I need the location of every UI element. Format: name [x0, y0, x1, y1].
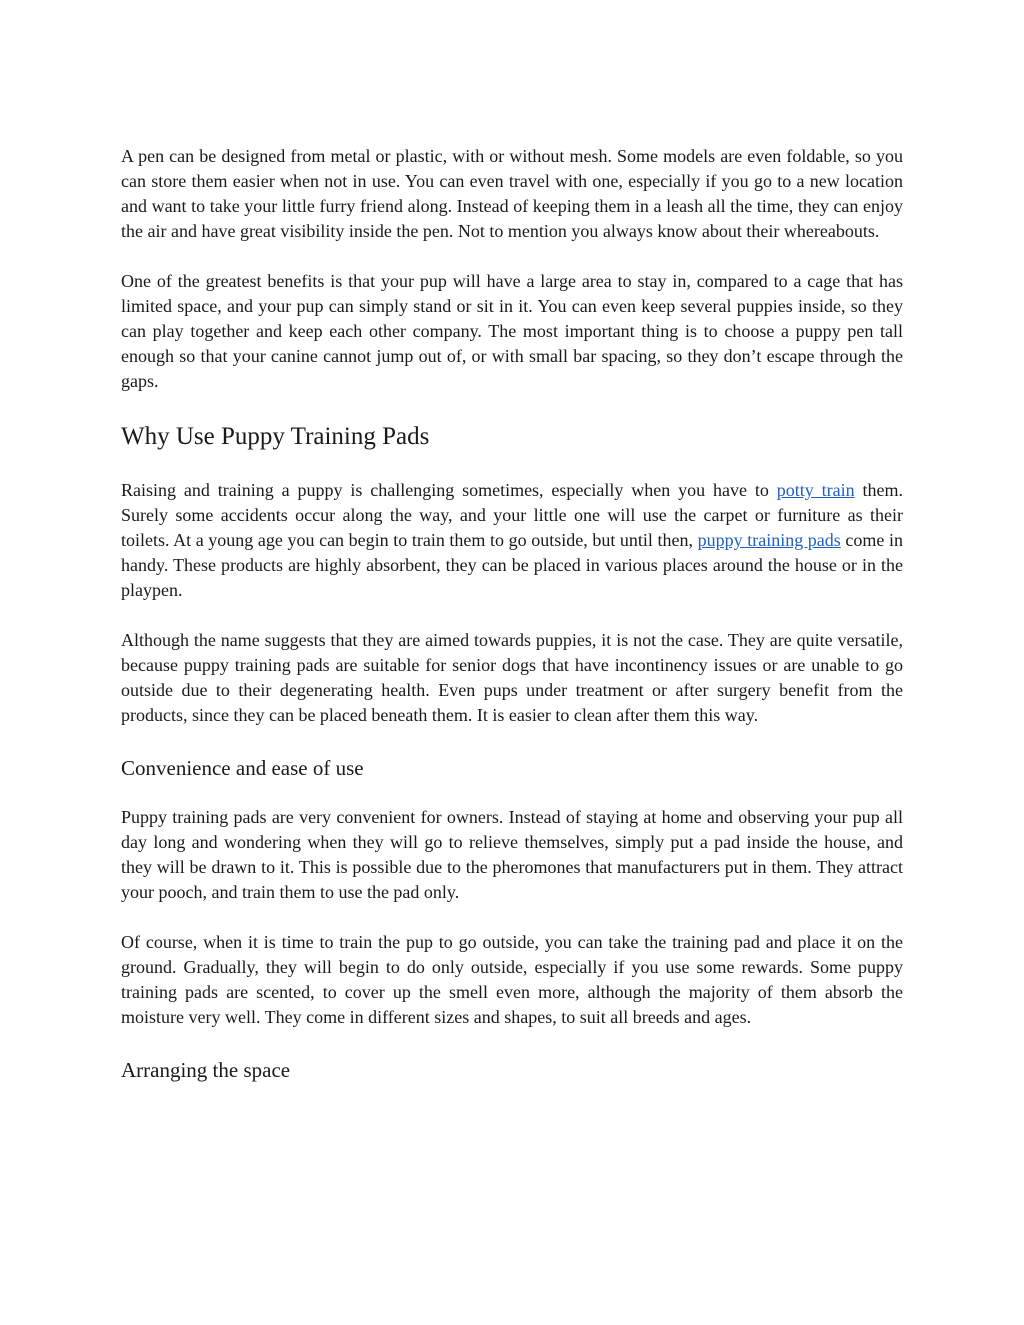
heading-arranging-space: Arranging the space [121, 1058, 291, 1082]
document-page [121, 144, 903, 1107]
paragraph-versatility: Although the name suggests that they are aimed towards puppies, it is not the case. They are quite versatile, because puppy training pads are suitable for senior dogs that have incontinency issues or are unable to go outside due to their degenerating health. Even pups under treatment or after surgery benefit from the products, since they can be placed beneath them. It is easier to clean after them this way. [121, 630, 903, 725]
paragraph-pen-materials: A pen can be designed from metal or plastic, with or without mesh. Some models are even foldable, so you can store them easier when not in use. You can even travel with one, especially if you go to a new location and want to take your little furry friend along. Instead of keeping them in a leash all the time, they can enjoy the air and have great visibility inside the pen. Not to mention you always know about their whereabouts. [121, 146, 903, 241]
paragraph-convenience: Puppy training pads are very convenient for owners. Instead of staying at home and observing your pup all day long and wondering when they will go to relieve themselves, simply put a pad inside the house, and they will be drawn to it. This is possible due to the pheromones that manufacturers put in them. They attract your pooch, and train them to use the pad only. [121, 807, 903, 902]
heading-convenience: Convenience and ease of use [121, 756, 364, 780]
puppy-training-pads-link[interactable]: puppy training pads [697, 530, 841, 550]
paragraph-going-outside: Of course, when it is time to train the pup to go outside, you can take the training pad and place it on the ground. Gradually, they will begin to do only outside, especially if you use some rewards. Some puppy training pads are scented, to cover up the smell even more, although the majority of them absorb the moisture very well. They come in different sizes and shapes, to suit all breeds and ages. [121, 932, 903, 1027]
paragraph-text: them. Surely some accidents occur along the way, and your little one will use the carpet or furniture as their toilets. At a young age you can begin to train them to go outside, but until then, [121, 480, 903, 550]
paragraph-raising-puppy [121, 478, 903, 603]
paragraph-pen-benefits: One of the greatest benefits is that your pup will have a large area to stay in, compared to a cage that has limited space, and your pup can simply stand or sit in it. You can even keep several puppies inside, so they can play together and keep each other company. The most important thing is to choose a puppy pen tall enough so that your canine cannot jump out of, or with small bar spacing, so they don’t escape through the gaps. [121, 271, 903, 391]
paragraph-spacer [121, 905, 903, 930]
potty-train-link[interactable]: potty train [776, 480, 855, 500]
paragraph-text: come in handy. These products are highly absorbent, they can be placed in various places around the house or in the playpen. [121, 530, 903, 600]
paragraph-text: Raising and training a puppy is challenging sometimes, especially when you have to [121, 480, 777, 500]
heading-why-use-training-pads: Why Use Puppy Training Pads [121, 423, 430, 450]
paragraph-spacer [121, 603, 903, 628]
paragraph-spacer [121, 244, 903, 269]
